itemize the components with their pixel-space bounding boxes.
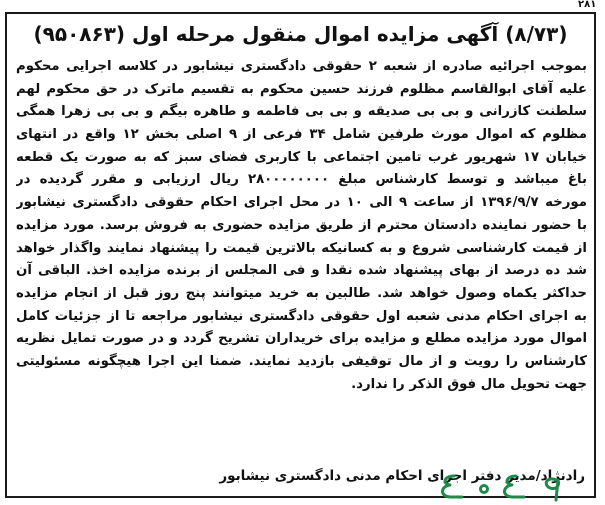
- notice-line: خیابان ۱۷ شهریور غرب تامین اجتماعی با کاربری فضای سبز که به صورت یک قطعه: [16, 149, 587, 165]
- notice-line: بموجب اجرائیه صادره از شعبه ۲ حقوقی دادگستری نیشابور در کلاسه اجرایی محکوم: [16, 59, 587, 74]
- notice-line: مظلوم که اموال مورث طرفین شامل ۳۴ فرعی از ۹ اصلی بخش ۱۲ واقع در انتهای: [16, 127, 587, 143]
- notice-title: (۸/۷۳) آگهی مزایده اموال منقول مرحله اول (۹۵۰۸۶۳): [33, 22, 568, 46]
- notice-line: سلطنت کازرانی و بی بی صدیقه و بی بی فاطمه و طاهره بیگم و بی بی زهرا همگی: [16, 104, 587, 120]
- notice-line: کارشناس را رویت و از مال توقیفی بازدید نمایند. ضمنا این اجرا هیچگونه مسئولیتی: [16, 353, 587, 369]
- notice-signature: رادنژاد/مدیر دفتر اجرای احکام مدنی دادگستری نیشابور: [219, 468, 585, 484]
- notice-line: علیه آقای ابوالقاسم مظلوم فرزند حسین محکوم به تقسیم ماترک در حق محکوم لهم: [16, 81, 587, 97]
- notice-body: [16, 56, 587, 396]
- handwritten-number-4049: [432, 470, 582, 502]
- notice-frame: [5, 12, 596, 498]
- page-corner-number: ۲۸۱: [578, 0, 597, 10]
- notice-line: حداکثر یکماه وصول خواهد شد. طالبین به خرید میتوانند پنج روز قبل از انجام مزایده: [16, 285, 587, 301]
- notice-line-last: جهت تحویل مال فوق الذکر را ندارد.: [351, 376, 587, 392]
- notice-line: اموال مورد مزایده مطلع و مزایده برای خریداران تشریح گردد و در صورت تمایل نظریه: [16, 331, 587, 347]
- notice-line: به اجرای احکام مدنی شعبه اول حقوقی دادگستری نیشابور مراجعه تا از جزئیات کامل: [16, 308, 587, 324]
- notice-line: مورخه ۱۳۹۶/۹/۷ از ساعت ۹ الی ۱۰ در محل اجرای احکام حقوقی دادگستری نیشابور: [16, 195, 587, 211]
- notice-line: با حضور نماینده دادستان محترم از طریق مزایده حضوری به فروش برسد. مورد مزایده: [16, 217, 587, 233]
- notice-line: از قیمت کارشناسی شروع و به کسانیکه بالاترین قیمت را پیشنهاد نمایند واگذار خواهد: [16, 240, 587, 256]
- notice-line: باغ میباشد و توسط کارشناس مبلغ ۲۸۰۰۰۰۰۰۰۰ ریال ارزیابی و مقرر گردیده در: [16, 172, 587, 188]
- notice-line: شد ده درصد از بهای پیشنهاد شده نقدا و فی المجلس از برنده مزایده اخذ. الباقی آن: [16, 263, 587, 279]
